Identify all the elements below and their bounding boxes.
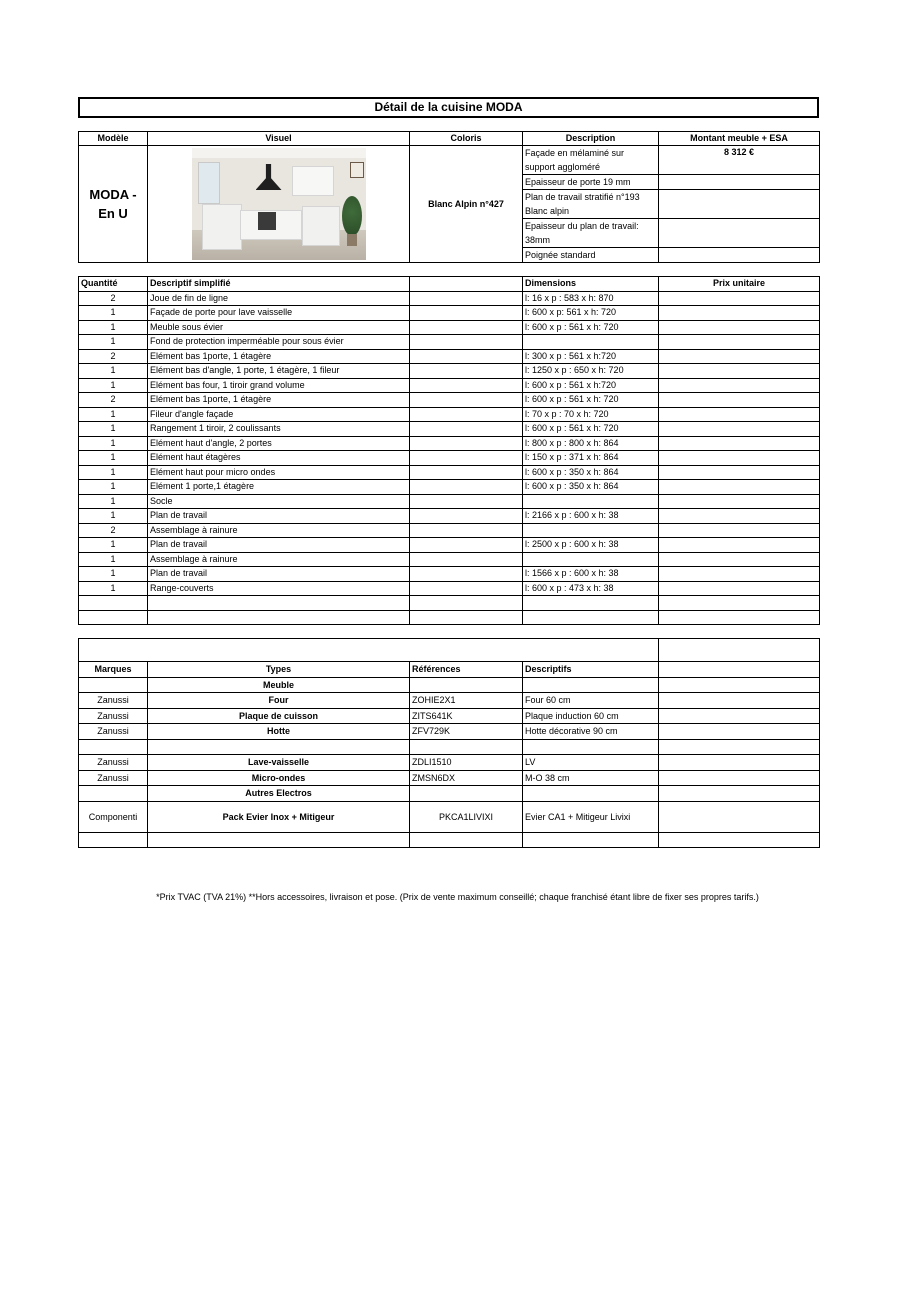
item-unit-price (659, 480, 820, 495)
table-row (79, 393, 820, 408)
item-unit-price (659, 291, 820, 306)
header-descriptifs: Descriptifs (523, 662, 659, 678)
table-row (79, 451, 820, 466)
brand-extra (659, 770, 820, 786)
item-quantity: 1 (79, 567, 148, 582)
item-empty (410, 306, 523, 321)
item-unit-price (659, 349, 820, 364)
item-unit-price (659, 567, 820, 582)
item-dimensions: l: 1566 x p : 600 x h: 38 (523, 567, 659, 582)
item-description: Façade de porte pour lave vaisselle (148, 306, 410, 321)
header-types: Types (148, 662, 410, 678)
brand-type (148, 832, 410, 848)
brand-reference: ZITS641K (410, 708, 523, 724)
item-description: Elément haut pour micro ondes (148, 465, 410, 480)
table-row (79, 480, 820, 495)
item-quantity: 1 (79, 494, 148, 509)
item-empty (410, 364, 523, 379)
item-unit-price (659, 552, 820, 567)
table-row (79, 407, 820, 422)
model-name: MODA - En U (79, 146, 148, 263)
table-row (79, 832, 820, 848)
item-empty (410, 291, 523, 306)
item-dimensions: l: 600 x p : 561 x h: 720 (523, 422, 659, 437)
item-dimensions (523, 523, 659, 538)
description-line: Façade en mélaminé sur support aggloméré (523, 146, 659, 175)
item-empty (410, 335, 523, 350)
item-empty (410, 538, 523, 553)
item-quantity (79, 610, 148, 625)
item-unit-price (659, 538, 820, 553)
item-description: Socle (148, 494, 410, 509)
amount-value: 8 312 € (659, 146, 820, 175)
item-quantity: 2 (79, 393, 148, 408)
item-quantity: 1 (79, 509, 148, 524)
item-empty (410, 451, 523, 466)
description-line: Epaisseur de porte 19 mm (523, 175, 659, 190)
brand-reference: ZMSN6DX (410, 770, 523, 786)
table-row (79, 610, 820, 625)
kitchen-photo-icon (192, 148, 366, 260)
item-unit-price (659, 335, 820, 350)
item-dimensions: l: 600 x p : 561 x h:720 (523, 378, 659, 393)
brand-extra (659, 832, 820, 848)
item-dimensions: l: 300 x p : 561 x h:720 (523, 349, 659, 364)
item-description: Fond de protection imperméable pour sous évier (148, 335, 410, 350)
table-row (79, 378, 820, 393)
item-unit-price (659, 494, 820, 509)
items-table (78, 276, 820, 625)
item-dimensions: l: 600 x p : 350 x h: 864 (523, 465, 659, 480)
item-quantity: 1 (79, 581, 148, 596)
brand-name: Zanussi (79, 693, 148, 709)
item-dimensions: l: 2166 x p : 600 x h: 38 (523, 509, 659, 524)
item-unit-price (659, 451, 820, 466)
item-dimensions: l: 2500 x p : 600 x h: 38 (523, 538, 659, 553)
brand-name (79, 739, 148, 755)
brand-descriptif: Four 60 cm (523, 693, 659, 709)
header-dimensions: Dimensions (523, 277, 659, 292)
header-coloris: Coloris (410, 132, 523, 146)
item-dimensions (523, 610, 659, 625)
item-empty (410, 509, 523, 524)
item-quantity: 1 (79, 306, 148, 321)
item-description: Plan de travail (148, 509, 410, 524)
item-description: Elément bas 1porte, 1 étagère (148, 393, 410, 408)
header-modele: Modèle (79, 132, 148, 146)
header-quantite: Quantité (79, 277, 148, 292)
brand-reference (410, 786, 523, 802)
brand-reference: ZFV729K (410, 724, 523, 740)
table-row (79, 523, 820, 538)
item-unit-price (659, 436, 820, 451)
brand-type: Four (148, 693, 410, 709)
table-row (79, 465, 820, 480)
footnote: *Prix TVAC (TVA 21%) **Hors accessoires, livraison et pose. (Prix de vente maximum conseillé; chaque franchisé étant libre de fixer ses propres tarifs.) (156, 892, 759, 902)
brand-type: Lave-vaisselle (148, 755, 410, 771)
item-empty (410, 407, 523, 422)
brand-extra (659, 739, 820, 755)
item-empty (410, 523, 523, 538)
item-dimensions: l: 600 x p : 350 x h: 864 (523, 480, 659, 495)
item-unit-price (659, 407, 820, 422)
brand-extra (659, 677, 820, 693)
item-empty (410, 349, 523, 364)
brand-descriptif (523, 786, 659, 802)
table-row (79, 708, 820, 724)
item-unit-price (659, 422, 820, 437)
table-row (79, 494, 820, 509)
table-row (79, 786, 820, 802)
brand-reference: PKCA1LIVIXI (410, 801, 523, 832)
brand-type: Hotte (148, 724, 410, 740)
table-row (79, 364, 820, 379)
item-description: Rangement 1 tiroir, 2 coulissants (148, 422, 410, 437)
item-empty (410, 581, 523, 596)
table-row (79, 538, 820, 553)
page-title: Détail de la cuisine MODA (79, 98, 818, 117)
visual-cell (148, 146, 410, 263)
item-empty (410, 494, 523, 509)
brand-reference: ZDLI1510 (410, 755, 523, 771)
brand-type: Autres Electros (148, 786, 410, 802)
table-row (79, 801, 820, 832)
table-row (79, 320, 820, 335)
table-row (79, 509, 820, 524)
brand-name: Zanussi (79, 755, 148, 771)
item-empty (410, 610, 523, 625)
item-description: Assemblage à rainure (148, 523, 410, 538)
brand-reference: ZOHIE2X1 (410, 693, 523, 709)
item-unit-price (659, 364, 820, 379)
item-quantity: 1 (79, 480, 148, 495)
table-row (79, 306, 820, 321)
item-empty (410, 422, 523, 437)
table-row (79, 724, 820, 740)
item-dimensions: l: 16 x p : 583 x h: 870 (523, 291, 659, 306)
item-description: Elément bas d'angle, 1 porte, 1 étagère, 1 fileur (148, 364, 410, 379)
item-quantity: 1 (79, 335, 148, 350)
item-dimensions: l: 800 x p : 800 x h: 864 (523, 436, 659, 451)
brand-descriptif (523, 677, 659, 693)
brand-name: Zanussi (79, 724, 148, 740)
brand-name (79, 786, 148, 802)
item-quantity: 1 (79, 538, 148, 553)
item-description: Elément haut d'angle, 2 portes (148, 436, 410, 451)
table-row (79, 291, 820, 306)
header-descriptif: Descriptif simplifié (148, 277, 410, 292)
item-quantity: 2 (79, 523, 148, 538)
item-quantity: 2 (79, 349, 148, 364)
item-empty (410, 465, 523, 480)
title-table (78, 97, 819, 118)
item-quantity: 2 (79, 291, 148, 306)
table-row (79, 335, 820, 350)
item-dimensions (523, 552, 659, 567)
item-dimensions: l: 150 x p : 371 x h: 864 (523, 451, 659, 466)
item-empty (410, 567, 523, 582)
item-dimensions: l: 600 x p: 561 x h: 720 (523, 306, 659, 321)
item-quantity: 1 (79, 552, 148, 567)
brand-descriptif: Evier CA1 + Mitigeur Livixi (523, 801, 659, 832)
table-row (79, 422, 820, 437)
table-row (79, 552, 820, 567)
coloris-value: Blanc Alpin n°427 (410, 146, 523, 263)
brand-descriptif: LV (523, 755, 659, 771)
item-dimensions (523, 494, 659, 509)
brand-extra (659, 708, 820, 724)
item-description (148, 610, 410, 625)
item-quantity: 1 (79, 465, 148, 480)
item-quantity: 1 (79, 320, 148, 335)
item-unit-price (659, 523, 820, 538)
item-unit-price (659, 509, 820, 524)
brand-name: Componenti (79, 801, 148, 832)
brand-type: Meuble (148, 677, 410, 693)
item-description: Plan de travail (148, 538, 410, 553)
brand-name: Zanussi (79, 708, 148, 724)
item-quantity: 1 (79, 364, 148, 379)
item-description: Plan de travail (148, 567, 410, 582)
brand-name: Zanussi (79, 770, 148, 786)
brand-type (148, 739, 410, 755)
item-dimensions (523, 335, 659, 350)
brand-table (78, 638, 820, 848)
description-line: Poignée standard (523, 248, 659, 263)
item-quantity: 1 (79, 407, 148, 422)
item-description: Assemblage à rainure (148, 552, 410, 567)
table-row (79, 349, 820, 364)
table-row (79, 596, 820, 611)
item-dimensions: l: 1250 x p : 650 x h: 720 (523, 364, 659, 379)
header-montant: Montant meuble + ESA (659, 132, 820, 146)
table-row (79, 693, 820, 709)
brand-descriptif (523, 739, 659, 755)
item-unit-price (659, 306, 820, 321)
brand-extra (659, 693, 820, 709)
item-unit-price (659, 465, 820, 480)
table-row (79, 739, 820, 755)
item-unit-price (659, 378, 820, 393)
item-empty (410, 393, 523, 408)
item-description: Fileur d'angle façade (148, 407, 410, 422)
item-empty (410, 436, 523, 451)
brand-descriptif: Plaque induction 60 cm (523, 708, 659, 724)
item-unit-price (659, 320, 820, 335)
item-empty (410, 596, 523, 611)
header-marques: Marques (79, 662, 148, 678)
item-description: Elément haut étagères (148, 451, 410, 466)
item-description (148, 596, 410, 611)
item-empty (410, 480, 523, 495)
item-empty (410, 552, 523, 567)
brand-extra (659, 724, 820, 740)
brand-type: Plaque de cuisson (148, 708, 410, 724)
item-quantity: 1 (79, 451, 148, 466)
item-description: Joue de fin de ligne (148, 291, 410, 306)
item-description: Meuble sous évier (148, 320, 410, 335)
header-description: Description (523, 132, 659, 146)
table-row (79, 436, 820, 451)
header-visuel: Visuel (148, 132, 410, 146)
item-empty (410, 320, 523, 335)
item-quantity: 1 (79, 378, 148, 393)
brand-reference (410, 677, 523, 693)
item-description: Elément bas 1porte, 1 étagère (148, 349, 410, 364)
model-table (78, 131, 820, 263)
item-dimensions: l: 70 x p : 70 x h: 720 (523, 407, 659, 422)
brand-descriptif: Hotte décorative 90 cm (523, 724, 659, 740)
item-dimensions (523, 596, 659, 611)
header-references: Références (410, 662, 523, 678)
brand-descriptif (523, 832, 659, 848)
brand-extra (659, 801, 820, 832)
item-empty (410, 378, 523, 393)
brand-reference (410, 739, 523, 755)
item-quantity (79, 596, 148, 611)
table-row (79, 770, 820, 786)
item-dimensions: l: 600 x p : 561 x h: 720 (523, 393, 659, 408)
item-unit-price (659, 596, 820, 611)
brand-name (79, 677, 148, 693)
table-row (79, 755, 820, 771)
table-row (79, 567, 820, 582)
item-unit-price (659, 610, 820, 625)
description-line: Plan de travail stratifié n°193 Blanc alpin (523, 190, 659, 219)
header-prix-unitaire: Prix unitaire (659, 277, 820, 292)
brand-extra (659, 786, 820, 802)
brand-name (79, 832, 148, 848)
item-description: Elément 1 porte,1 étagère (148, 480, 410, 495)
brand-type: Pack Evier Inox + Mitigeur (148, 801, 410, 832)
brand-reference (410, 832, 523, 848)
brand-type: Micro-ondes (148, 770, 410, 786)
item-description: Elément bas four, 1 tiroir grand volume (148, 378, 410, 393)
item-quantity: 1 (79, 422, 148, 437)
table-row (79, 677, 820, 693)
item-unit-price (659, 393, 820, 408)
item-description: Range-couverts (148, 581, 410, 596)
table-row (79, 581, 820, 596)
brand-extra (659, 755, 820, 771)
brand-descriptif: M-O 38 cm (523, 770, 659, 786)
description-line: Epaisseur du plan de travail: 38mm (523, 219, 659, 248)
item-quantity: 1 (79, 436, 148, 451)
item-dimensions: l: 600 x p : 561 x h: 720 (523, 320, 659, 335)
item-unit-price (659, 581, 820, 596)
item-dimensions: l: 600 x p : 473 x h: 38 (523, 581, 659, 596)
